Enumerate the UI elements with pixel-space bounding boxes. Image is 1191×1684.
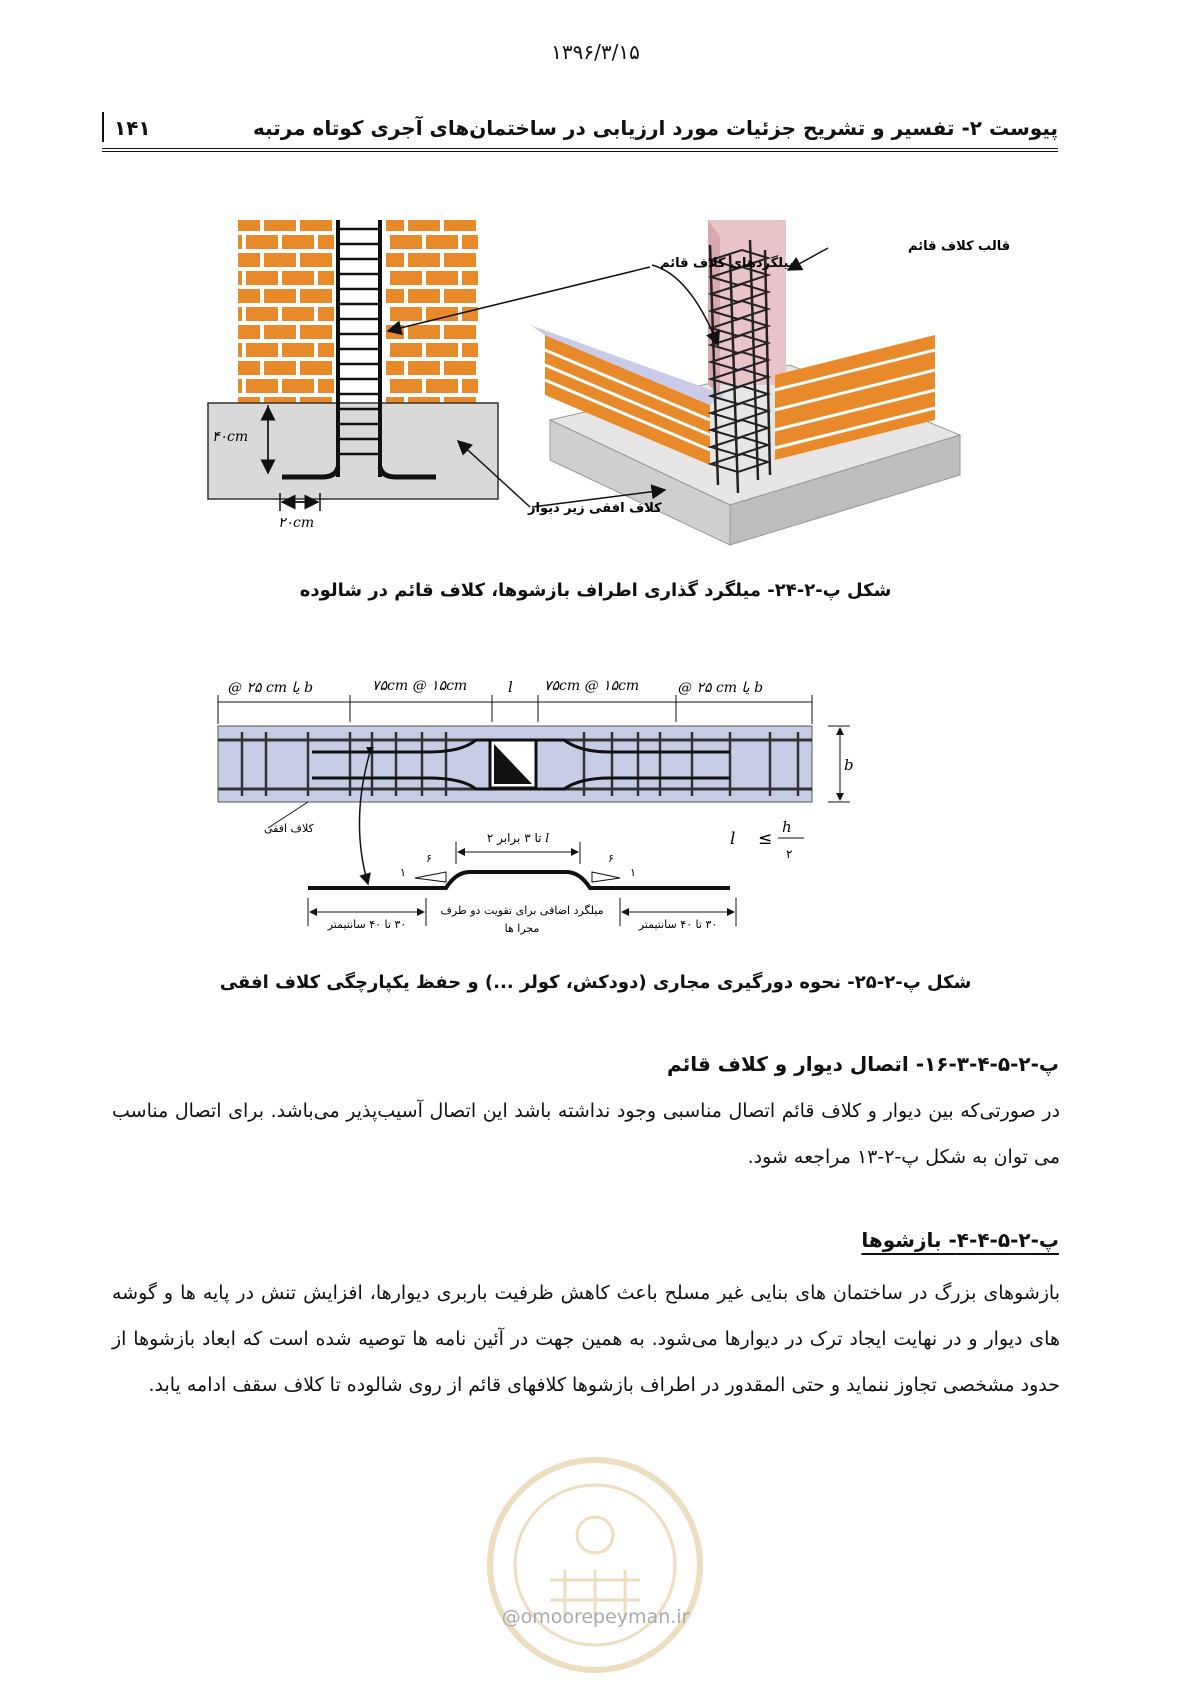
brick-wall-right <box>386 220 478 403</box>
dim-text-right: @ ۲۵ cm یا b <box>678 680 764 696</box>
running-header <box>102 112 1058 152</box>
header-rule <box>102 112 104 142</box>
dim-text-left: @ ۲۵ cm یا b <box>228 680 314 696</box>
label-vertical-bars: میلگردهای کلاف قائم <box>660 256 797 271</box>
bb-label: b <box>844 756 854 774</box>
header-title: پیوست ۲- تفسیر و تشریح جزئیات مورد ارزیابی در ساختمان‌های آجری کوتاه مرتبه <box>252 116 1058 140</box>
section2-title: پ-۲-۵-۴-۴- بازشوها <box>861 1228 1059 1252</box>
page-number: ۱۴۱ <box>114 116 151 140</box>
label-6-left: ۶ <box>426 852 432 865</box>
section2-body: بازشوهای بزرگ در ساختمان های بنایی غیر مسلح باعث کاهش ظرفیت باربری دیوارها، افزایش تنش در پایه ها و گوشه های دیوار و در نهایت ایجاد ترک در دیوارها می‌شود. به همین جهت در آئین نامه ها توصیه شده است که ابعاد بازشوها از حدود مشخصی تجاوز ننماید و حتی المقدور در اطراف بازشوها کلافهای قائم از روی شالوده تا کلاف سقف ادامه یابد. <box>112 1282 1060 1396</box>
label-extra-bars-2: مجرا ها <box>504 922 540 935</box>
brick-wall-left <box>238 220 334 403</box>
section1-body: در صورتی‌که بین دیوار و کلاف قائم اتصال مناسبی وجود نداشته باشد این اتصال آسیب‌پذیر می‌باشد. برای اتصال مناسب می توان به شکل پ-۲-۱۳ مراجعه شود. <box>112 1100 1060 1168</box>
label-30to40-right: ۳۰ تا ۴۰ سانتیمتر <box>638 918 718 931</box>
figure1-caption: شکل پ-۲-۲۴- میلگرد گذاری اطراف بازشوها، کلاف قائم در شالوده <box>299 580 892 601</box>
extra-bar-profile <box>308 872 730 888</box>
dim-width-label: ۲۰cm <box>278 515 315 531</box>
label-formwork: قالب کلاف قائم <box>908 239 1011 254</box>
formula-hb: h <box>782 818 792 836</box>
formula-den: ۲ <box>786 847 793 861</box>
label-6-right: ۶ <box>608 852 614 865</box>
figure2-caption: شکل پ-۲-۲۵- نحوه دورگیری مجاری (دودکش، کولر ...) و حفظ یکپارچگی کلاف افقی <box>219 972 972 993</box>
formula-le: ≤ <box>758 829 773 849</box>
dim-text-mid-left: ۷۵cm @ ۱۵cm <box>372 678 468 694</box>
dim-text-ld: l <box>508 678 513 696</box>
label-extra-bars-1: میلگرد اضافی برای تقویت دو طرف <box>440 904 604 917</box>
watermark-seal <box>480 1450 710 1680</box>
dim-text-mid-right: ۷۵cm @ ۱۵cm <box>544 678 640 694</box>
label-1-right: ۱ <box>630 866 636 879</box>
figure-duct-detail <box>200 662 870 947</box>
label-30to40-left: ۳۰ تا ۴۰ سانتیمتر <box>327 918 407 931</box>
label-1-left: ۱ <box>400 866 406 879</box>
label-tie-beam: کلاف افقی زیر دیوار <box>528 501 662 516</box>
foundation-block <box>208 403 498 499</box>
label-2to3: ۲ تا ۳ برابر l <box>486 831 550 845</box>
section1-title: پ-۲-۵-۴-۳-۱۶- اتصال دیوار و کلاف قائم <box>667 1052 1059 1076</box>
document-date: ۱۳۹۶/۳/۱۵ <box>551 40 640 64</box>
dim-height-label: ۴۰cm <box>212 429 249 445</box>
label-horizontal-tie: کلاف افقی <box>264 822 314 835</box>
formula-ld: l <box>730 829 736 849</box>
watermark-text: @omoorepeyman.ir <box>501 1606 690 1628</box>
figure-column-reinforcement <box>190 215 1050 580</box>
